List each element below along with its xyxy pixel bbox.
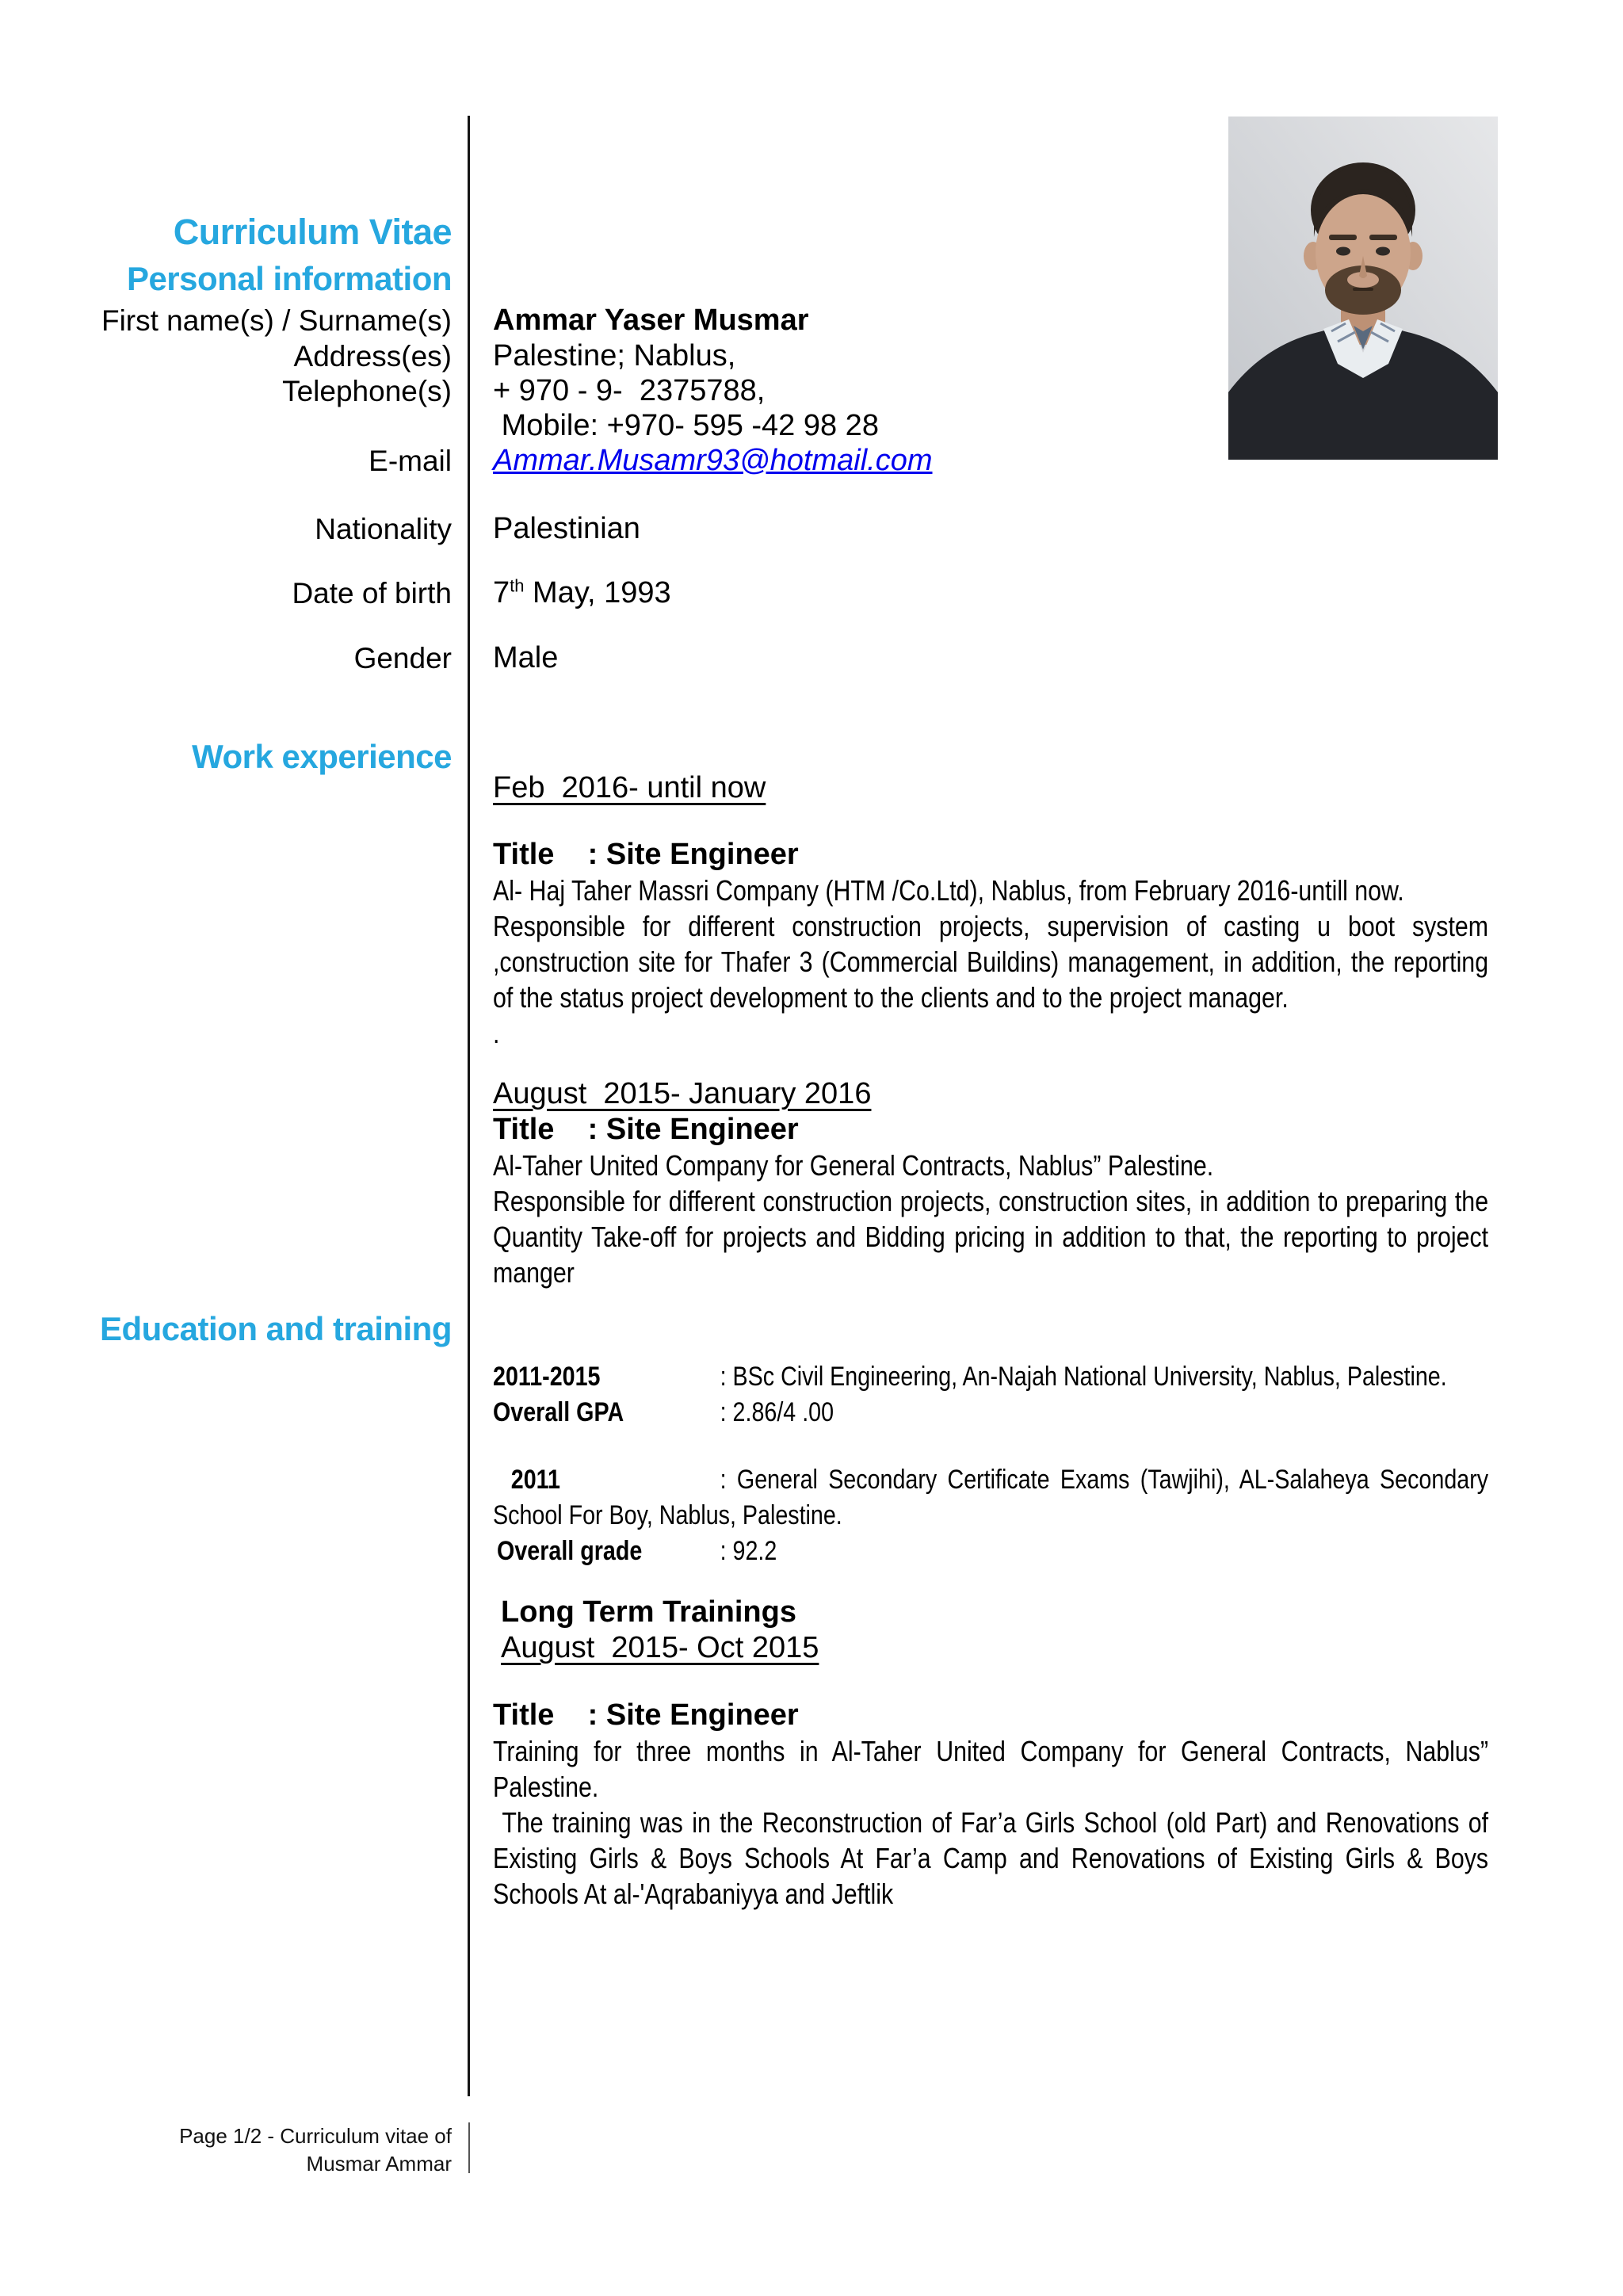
job-1-period: Feb 2016- until now [493, 771, 766, 804]
edu-desc: : BSc Civil Engineering, An-Najah National University, Nablus, Palestine. [720, 1362, 1447, 1392]
label-address: Address(es) [293, 340, 452, 372]
footer-page-info: Page 1/2 - Curriculum vitae of [179, 2124, 452, 2148]
training-heading: Long Term Trainings [501, 1595, 796, 1629]
cv-title: Curriculum Vitae [173, 212, 452, 252]
value-address: Palestine; Nablus, [493, 339, 736, 372]
job-2-details [493, 1148, 1488, 1290]
edu-desc: : 2.86/4 .00 [720, 1397, 834, 1427]
education-entry-degree [493, 1359, 1488, 1395]
label-dob: Date of birth [292, 577, 452, 609]
edu-term: 2011 [510, 1465, 560, 1495]
job-entry-1 [493, 770, 1623, 1051]
job-1-note: . [493, 1017, 500, 1049]
education-entry-secondary [493, 1462, 1488, 1534]
job-1-description: Responsible for different construction projects, supervision of casting u boot system ,construction site for Thafer 3 (Commercial Buildins) management, in addition, the reporting of the status project development to the clients and to the project manager. [493, 910, 1489, 1014]
value-date-of-birth [493, 575, 1491, 611]
value-nationality: Palestinian [493, 512, 640, 545]
training-title: Title : Site Engineer [493, 1698, 799, 1732]
page-footer [0, 2122, 452, 2178]
section-heading-education: Education and training [99, 1310, 452, 1347]
dob-day: 7 [493, 576, 510, 609]
value-telephone: + 970 - 9- 2375788, [493, 374, 766, 407]
job-1-details [493, 873, 1488, 1051]
edu-term: Overall GPA [493, 1397, 624, 1427]
section-heading-work: Work experience [192, 738, 452, 775]
job-entry-2 [493, 1076, 1623, 1290]
footer-divider [468, 2122, 470, 2173]
job-2-title: Title : Site Engineer [493, 1113, 799, 1146]
dob-ordinal: th [510, 575, 525, 596]
label-first-name: First name(s) / Surname(s) [101, 304, 452, 337]
column-divider [468, 116, 470, 2096]
value-full-name: Ammar Yaser Musmar [493, 304, 809, 337]
section-heading-personal: Personal information [126, 260, 452, 297]
dob-rest: May, 1993 [524, 576, 671, 609]
education-block [493, 1359, 1623, 1912]
training-details [493, 1733, 1495, 1912]
education-entry-gpa [493, 1395, 1488, 1431]
job-2-description: Responsible for different construction projects, construction sites, in addition to preparing the Quantity Take-off for projects and Bidding pricing in addition to that, the reporting to project manger [493, 1185, 1489, 1289]
edu-desc: : 92.2 [720, 1536, 777, 1566]
value-mobile: Mobile: +970- 595 -42 98 28 [493, 409, 879, 442]
education-entry-grade [493, 1534, 1488, 1569]
label-nationality: Nationality [315, 513, 452, 545]
training-paragraph-1: Training for three months in Al-Taher United Company for General Contracts, Nablus” Palestine. [493, 1735, 1489, 1803]
label-gender: Gender [353, 642, 452, 674]
email-link[interactable]: Ammar.Musamr93@hotmail.com [493, 444, 933, 477]
training-period: August 2015- Oct 2015 [501, 1631, 819, 1664]
footer-name: Musmar Ammar [306, 2152, 452, 2176]
job-1-employer: Al- Haj Taher Massri Company (HTM /Co.Ltd), Nablus, from February 2016-untill now. [493, 874, 1404, 907]
edu-term: 2011-2015 [493, 1362, 601, 1392]
job-2-employer: Al-Taher United Company for General Contracts, Nablus” Palestine. [493, 1149, 1214, 1182]
value-gender: Male [493, 641, 559, 674]
edu-term: Overall grade [497, 1536, 643, 1566]
training-paragraph-2: The training was in the Reconstruction of Far’a Girls School (old Part) and Renovations of Existing Girls & Boys Schools At Far’a Camp and Renovations of Existing Girls & Boys Schools At al-'Aqrabaniyya and Jeftlik [493, 1806, 1495, 1910]
job-2-period: August 2015- January 2016 [493, 1077, 872, 1110]
label-telephone: Telephone(s) [282, 375, 452, 407]
job-1-title: Title : Site Engineer [493, 838, 799, 871]
education-entries [493, 1359, 1488, 1569]
label-email: E-mail [369, 445, 452, 477]
training-period-row [493, 1630, 1623, 1666]
edu-desc: : General Secondary Certificate Exams (Tawjihi), AL-Salaheya Secondary School For Boy, Nablus, Palestine. [493, 1465, 1489, 1530]
